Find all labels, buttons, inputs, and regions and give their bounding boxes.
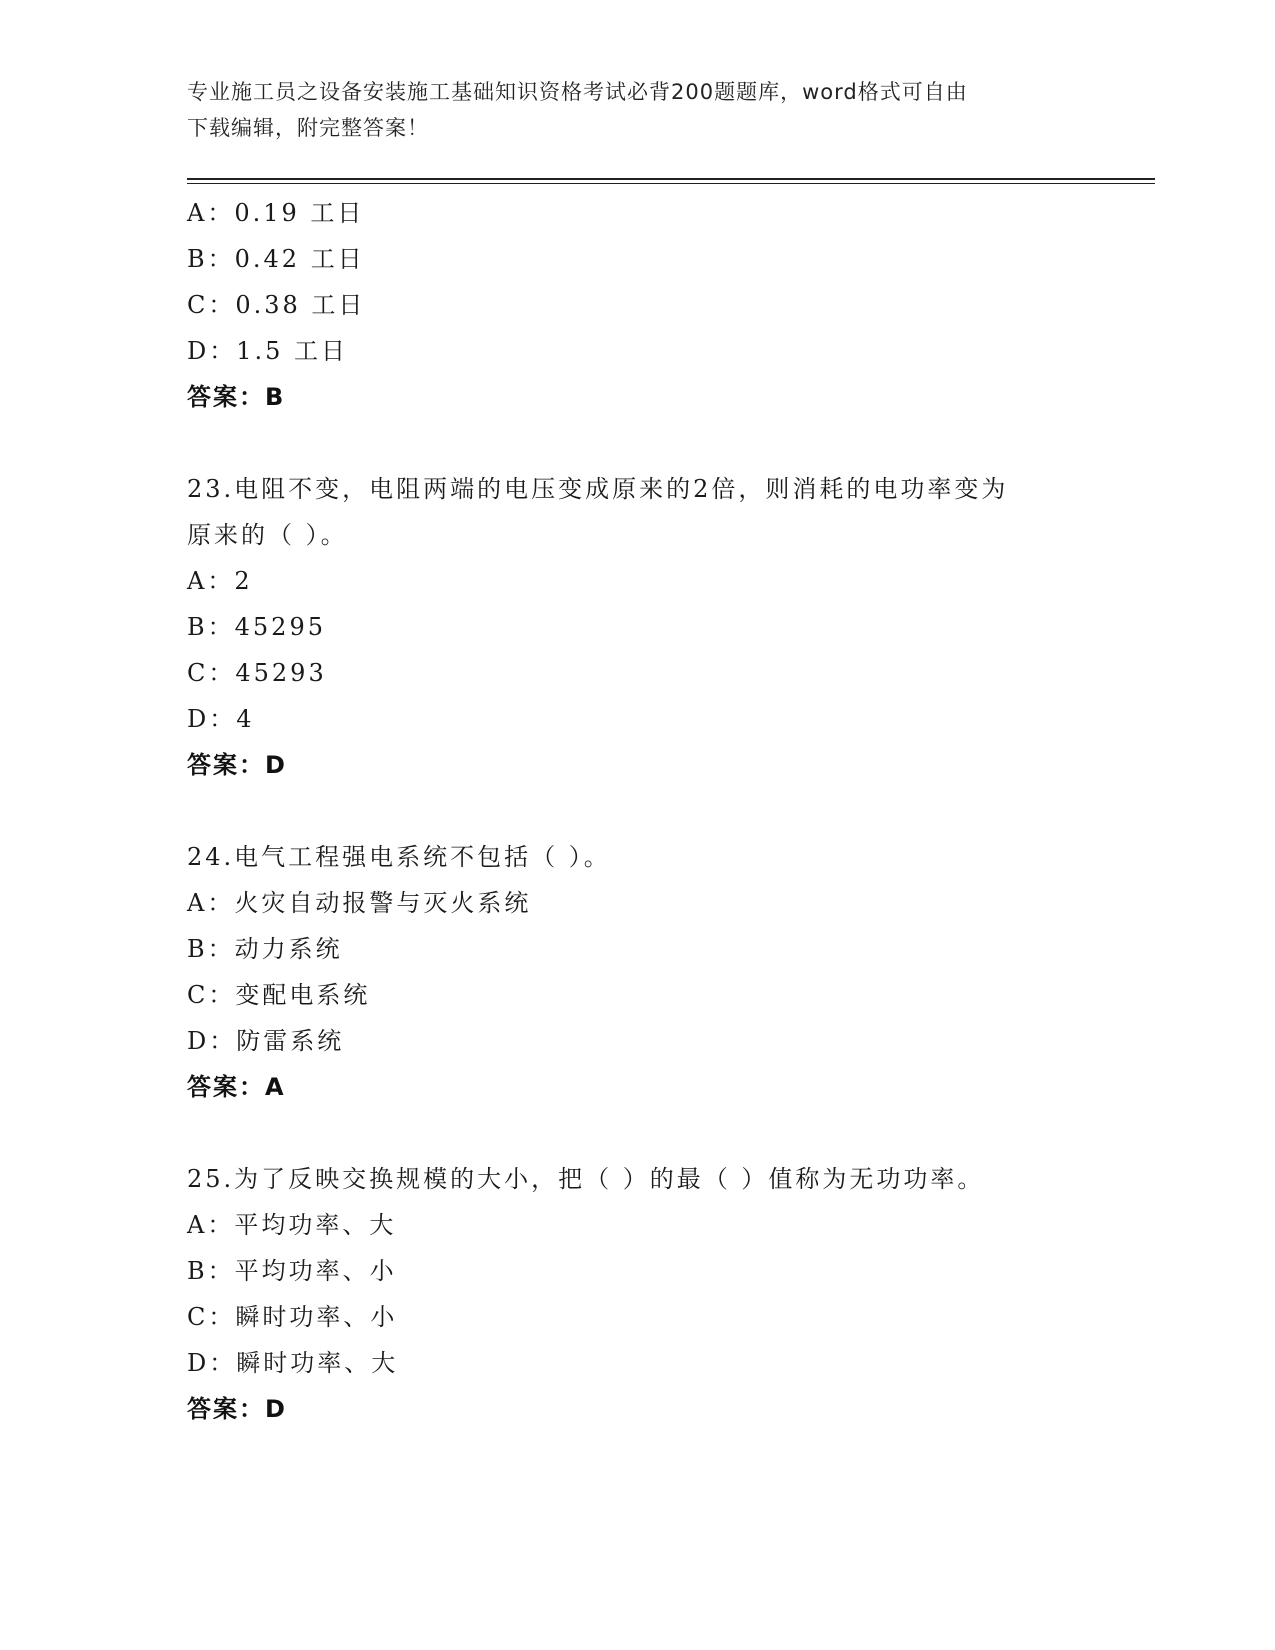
option-b: B：0.42 工日 bbox=[187, 245, 365, 273]
option-b: B：平均功率、小 bbox=[187, 1257, 397, 1285]
option-d: D：瞬时功率、大 bbox=[187, 1349, 399, 1377]
question-text: 24.电气工程强电系统不包括（ ）。 bbox=[187, 843, 611, 871]
option-d: D：4 bbox=[187, 705, 255, 733]
question-text: 25.为了反映交换规模的大小，把（ ）的最（ ）值称为无功功率。 bbox=[187, 1165, 985, 1193]
option-a: A：2 bbox=[187, 567, 253, 595]
spacer bbox=[187, 788, 1155, 834]
option-b: B：45295 bbox=[187, 613, 326, 641]
option-c: C：0.38 工日 bbox=[187, 291, 366, 319]
answer-label: 答案：D bbox=[187, 1395, 287, 1423]
option-c: C：瞬时功率、小 bbox=[187, 1303, 398, 1331]
question-text bbox=[187, 466, 1155, 558]
question-block-24 bbox=[187, 834, 1155, 1110]
option-c: C：变配电系统 bbox=[187, 981, 371, 1009]
spacer bbox=[187, 1110, 1155, 1156]
question-block-25 bbox=[187, 1156, 1155, 1432]
document-header bbox=[187, 74, 1087, 146]
option-d: D：1.5 工日 bbox=[187, 337, 349, 365]
question-block-22 bbox=[187, 190, 1155, 420]
spacer bbox=[187, 420, 1155, 466]
question-text-line2: 原来的（ ）。 bbox=[187, 521, 348, 549]
option-b: B：动力系统 bbox=[187, 935, 343, 963]
option-c: C：45293 bbox=[187, 659, 327, 687]
answer-label: 答案：D bbox=[187, 751, 287, 779]
answer-label: 答案：A bbox=[187, 1073, 286, 1101]
question-text-line1: 23.电阻不变，电阻两端的电压变成原来的2倍，则消耗的电功率变为 bbox=[187, 475, 1009, 503]
option-a: A：平均功率、大 bbox=[187, 1211, 397, 1239]
question-list bbox=[187, 190, 1155, 1432]
option-d: D：防雷系统 bbox=[187, 1027, 345, 1055]
question-block-23 bbox=[187, 466, 1155, 788]
header-rule-thick bbox=[187, 178, 1155, 180]
header-rule-thin bbox=[187, 183, 1155, 184]
header-title-line1: 专业施工员之设备安装施工基础知识资格考试必背200题题库，word格式可自由 bbox=[187, 80, 968, 104]
option-a: A：火灾自动报警与灭火系统 bbox=[187, 889, 532, 917]
answer-label: 答案：B bbox=[187, 383, 286, 411]
header-title-line2: 下载编辑，附完整答案！ bbox=[187, 116, 429, 140]
option-a: A：0.19 工日 bbox=[187, 199, 365, 227]
